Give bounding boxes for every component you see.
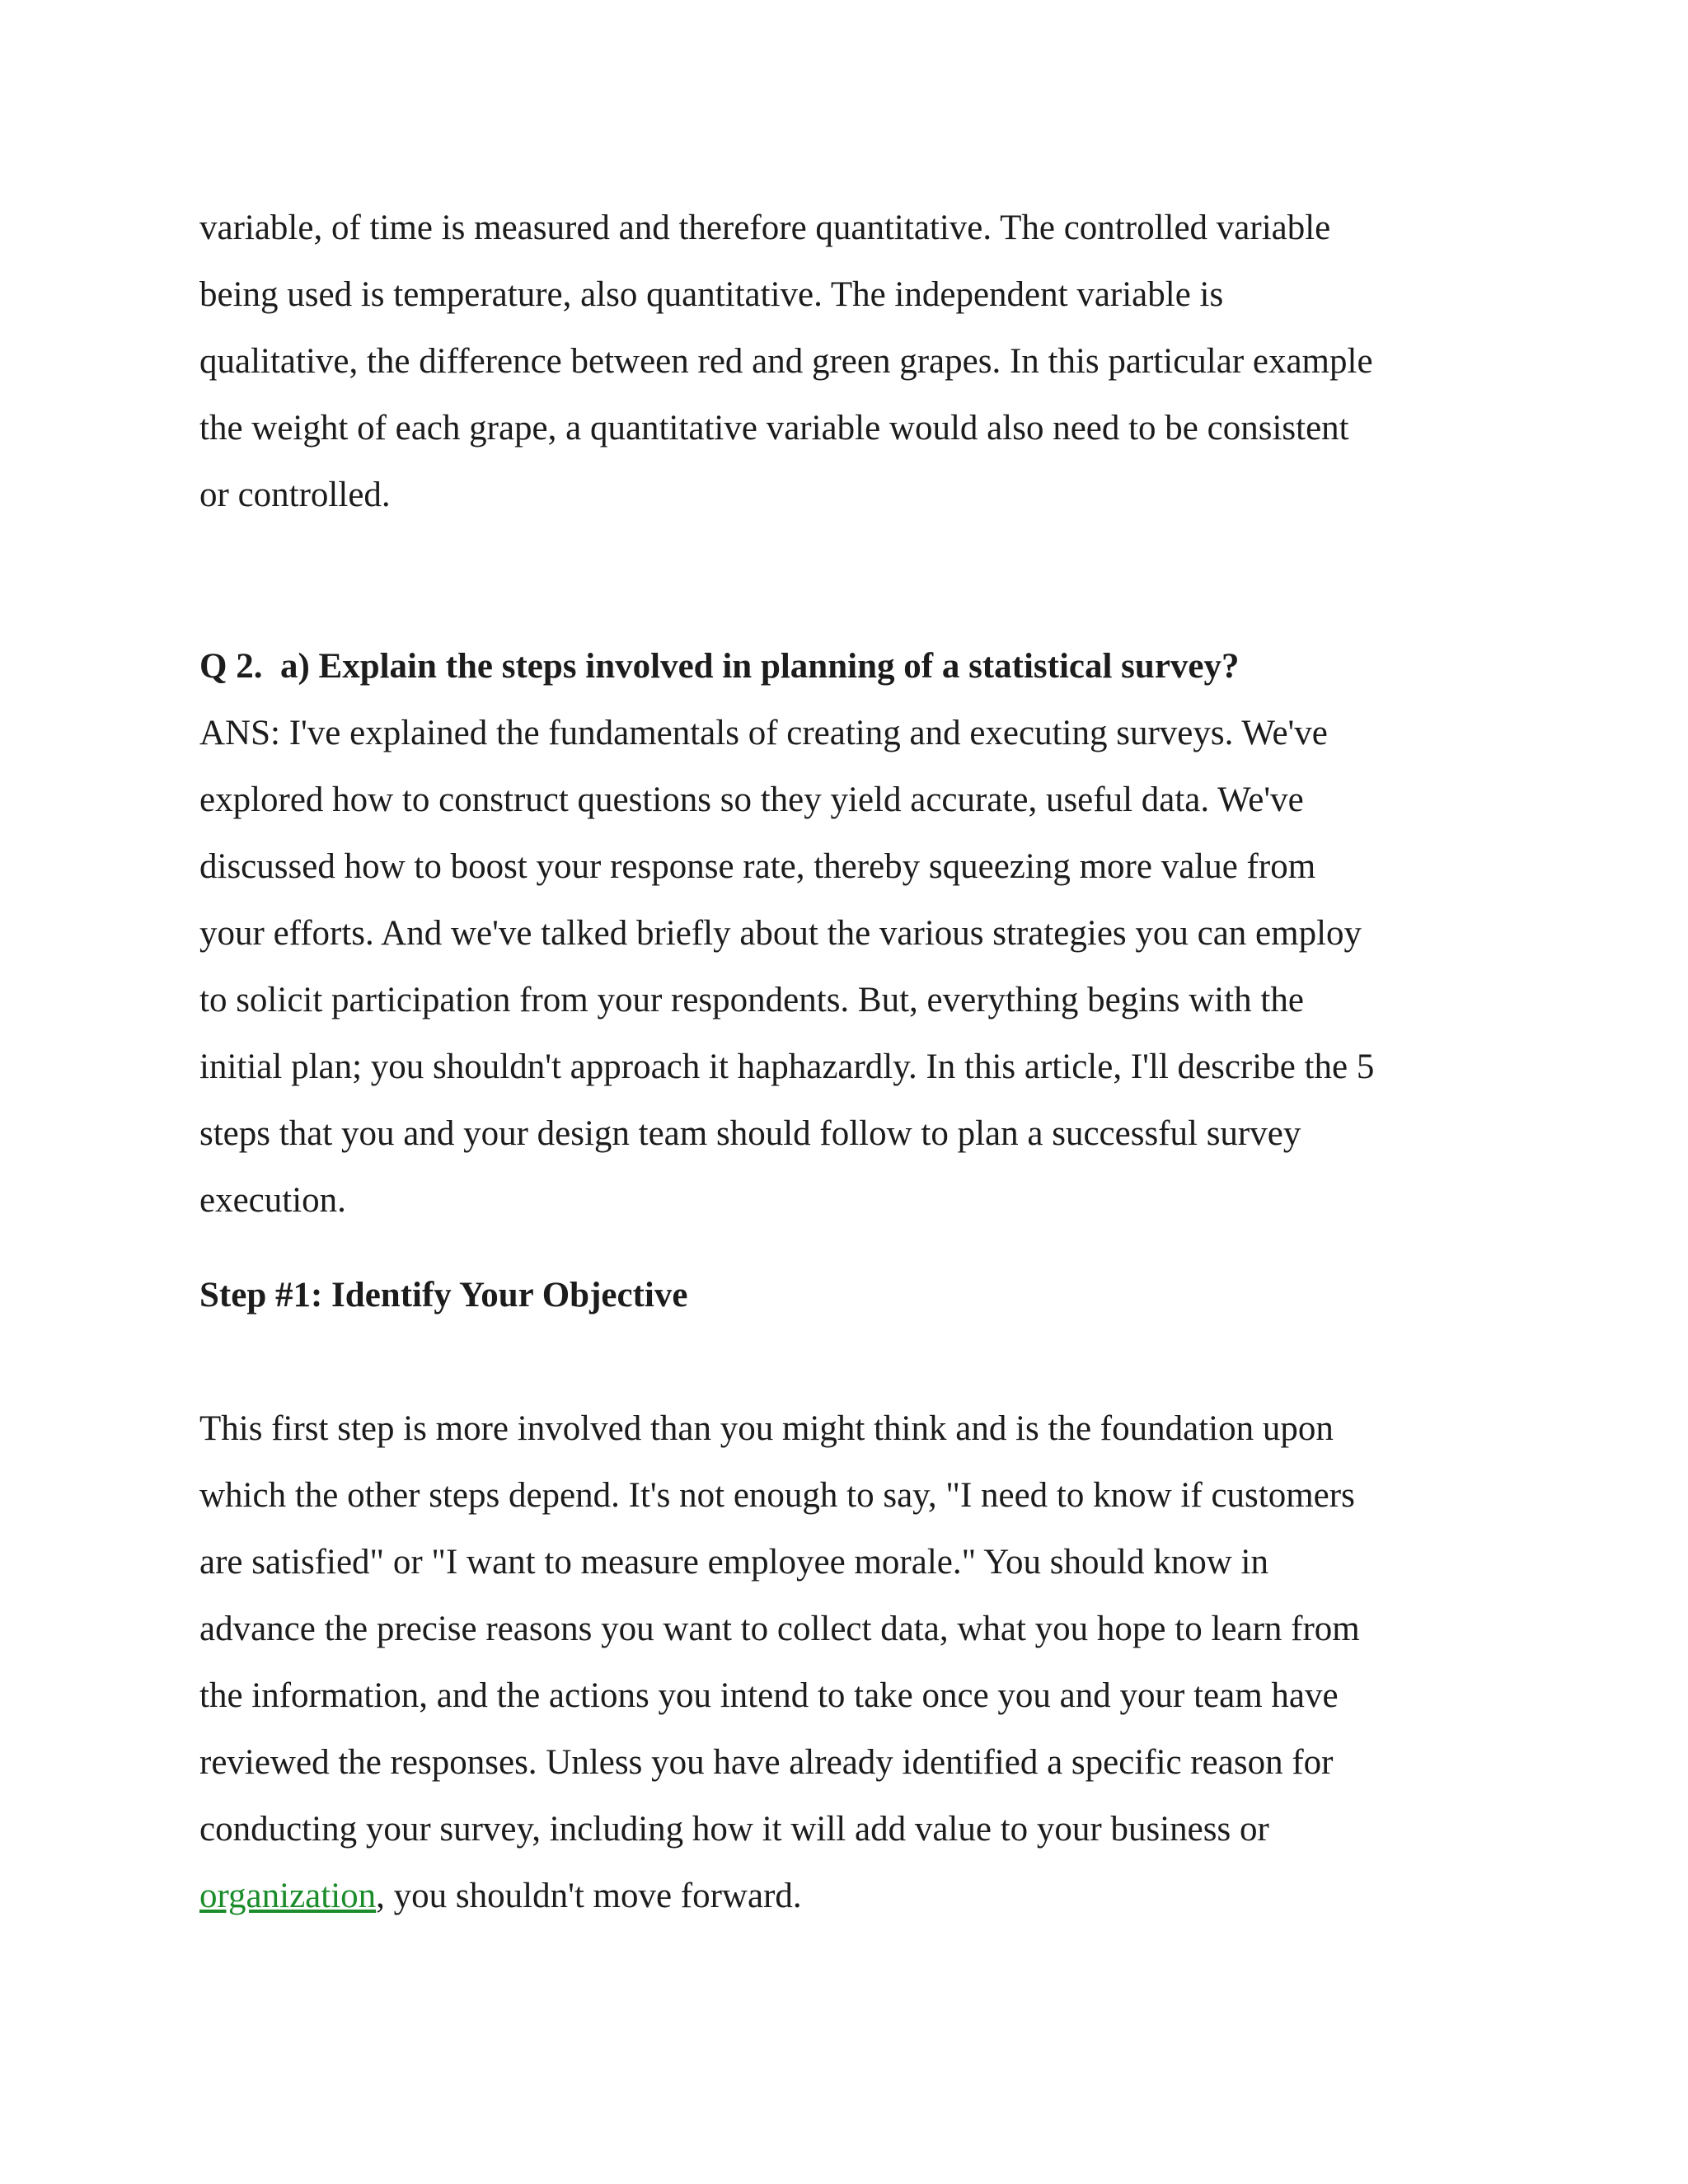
answer-line: initial plan; you shouldn't approach it haphazardly. In this article, I'll describe the 5: [199, 1047, 1375, 1086]
step1-line: conducting your survey, including how it will add value to your business or: [199, 1810, 1269, 1849]
page-content: [199, 194, 1518, 1929]
step1-line: which the other steps depend. It's not enough to say, "I need to know if customers: [199, 1476, 1355, 1515]
step1-line: reviewed the responses. Unless you have already identified a specific reason for: [199, 1743, 1334, 1782]
question-heading: Q 2. a) Explain the steps involved in planning of a statistical survey?: [199, 647, 1240, 686]
answer-line: steps that you and your design team should follow to plan a successful survey: [199, 1114, 1301, 1153]
text-line: the weight of each grape, a quantitative variable would also need to be consistent: [199, 409, 1349, 448]
step1-last-line: [199, 1863, 1518, 1929]
organization-link[interactable]: organization: [199, 1877, 377, 1915]
text-line: or controlled.: [199, 476, 391, 514]
step1-line: are satisfied" or "I want to measure employee morale." You should know in: [199, 1543, 1268, 1582]
answer-line: to solicit participation from your respondents. But, everything begins with the: [199, 981, 1304, 1019]
spacer: [199, 528, 1518, 633]
spacer: [199, 1329, 1518, 1395]
step1-heading: Step #1: Identify Your Objective: [199, 1276, 688, 1315]
text-line: being used is temperature, also quantitative. The independent variable is: [199, 275, 1224, 314]
answer-line: explored how to construct questions so they yield accurate, useful data. We've: [199, 780, 1304, 819]
step1-line: This first step is more involved than you might think and is the foundation upon: [199, 1409, 1334, 1448]
step1-section: [199, 1262, 1518, 1929]
text-line: qualitative, the difference between red and green grapes. In this particular example: [199, 342, 1373, 381]
spacer: [199, 1234, 1518, 1262]
intro-paragraph: [199, 194, 1518, 528]
step1-line: advance the precise reasons you want to collect data, what you hope to learn from: [199, 1610, 1360, 1648]
text-line: variable, of time is measured and therefore quantitative. The controlled variable: [199, 209, 1331, 247]
answer-line: ANS: I've explained the fundamentals of creating and executing surveys. We've: [199, 714, 1328, 752]
step1-last-line-text: , you shouldn't move forward.: [376, 1877, 802, 1915]
question-section: [199, 633, 1518, 1234]
answer-line: your efforts. And we've talked briefly about the various strategies you can employ: [199, 914, 1362, 953]
answer-line: discussed how to boost your response rate, thereby squeezing more value from: [199, 847, 1316, 886]
answer-line: execution.: [199, 1181, 346, 1220]
step1-line: the information, and the actions you intend to take once you and your team have: [199, 1676, 1339, 1715]
